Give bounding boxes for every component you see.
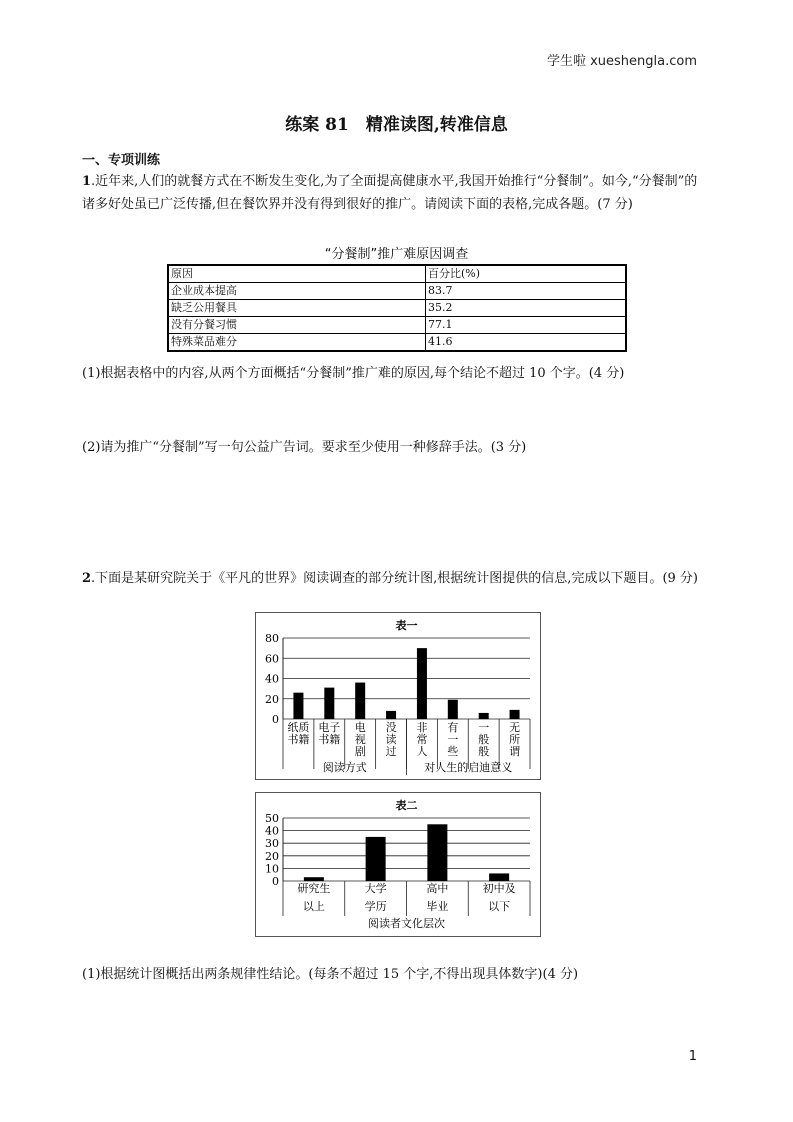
x-tick-label: 研究生: [297, 882, 331, 895]
x-tick-label: 非: [416, 721, 428, 734]
x-tick-label: 学历: [364, 900, 387, 913]
question-1-sub-1: (1)根据表格中的内容,从两个方面概括“分餐制”推广难的原因,每个结论不超过 10 个字。(4 分): [82, 366, 625, 381]
table-cell: 77.1: [426, 317, 627, 334]
x-tick-label: 过: [385, 745, 397, 758]
x-tick-label: 一: [447, 733, 459, 746]
table-title: “分餐制”推广难原因调查: [324, 247, 469, 262]
x-tick-label: 初中及: [482, 882, 516, 895]
bar: [386, 711, 396, 719]
table-cell: 41.6: [426, 334, 627, 352]
chart-1-frame: [255, 612, 541, 780]
question-1-sub-2: (2)请为推广“分餐制”写一句公益广告词。要求至少使用一种修辞手法。(3 分): [82, 440, 527, 455]
x-tick-label: 所: [509, 733, 521, 746]
question-number: 2: [82, 571, 92, 586]
x-tick-label: 书籍: [287, 733, 310, 746]
question-body: .下面是某研究院关于《平凡的世界》阅读调查的部分统计图,根据统计图提供的信息,完成以下题目。(9 分): [91, 571, 698, 586]
x-group-label: 对人生的启迪意义: [424, 761, 513, 774]
y-tick-label: 50: [265, 812, 279, 825]
table-row: [168, 317, 626, 334]
y-tick-label: 80: [265, 632, 279, 645]
bar: [293, 693, 303, 719]
x-tick-label: 纸质: [287, 721, 310, 734]
question-number: 1: [82, 174, 92, 189]
table-cell: 没有分餐习惯: [168, 317, 426, 334]
x-tick-label: 高中: [426, 882, 449, 895]
x-tick-label: 大学: [364, 882, 387, 895]
x-tick-label: 般: [478, 745, 490, 758]
x-tick-label: 以上: [302, 900, 325, 913]
page-number: 1: [688, 1049, 697, 1064]
x-tick-label: 常: [416, 733, 428, 746]
x-tick-label: 无: [509, 721, 521, 734]
table-header-cell: 百分比(%): [426, 265, 627, 283]
table-row: [168, 300, 626, 317]
chart-2-frame: [255, 792, 541, 937]
chart-1: [256, 613, 540, 779]
x-group-label: 阅读方式: [322, 761, 367, 774]
chart-title: 表二: [395, 799, 418, 812]
table-cell: 企业成本提高: [168, 283, 426, 300]
x-tick-label: 视: [354, 733, 366, 746]
x-tick-label: 读: [385, 733, 397, 746]
bar: [489, 873, 509, 881]
x-tick-label: 一: [478, 721, 490, 734]
y-tick-label: 20: [265, 849, 279, 863]
table-cell: 35.2: [426, 300, 627, 317]
question-2-text: [82, 554, 707, 603]
table-row: [168, 334, 626, 352]
page-title: 练案 81 精准读图,转准信息: [285, 115, 508, 135]
bar: [510, 710, 520, 719]
bar: [324, 688, 334, 719]
y-tick-label: 0: [272, 875, 279, 888]
y-tick-label: 40: [265, 672, 279, 686]
site-watermark: 学生啦 xueshengla.com: [546, 54, 697, 69]
y-tick-label: 20: [265, 692, 279, 706]
x-tick-label: 些: [447, 745, 459, 758]
question-2-sub-1: (1)根据统计图概括出两条规律性结论。(每条不超过 15 个字,不得出现具体数字)(4 分): [82, 967, 579, 982]
x-tick-label: 剧: [354, 745, 366, 758]
table-row: [168, 283, 626, 300]
x-tick-label: 谓: [509, 745, 521, 758]
y-tick-label: 0: [272, 713, 279, 726]
y-tick-label: 10: [265, 862, 279, 876]
chart-2: [256, 793, 540, 936]
bar: [355, 683, 365, 719]
y-tick-label: 40: [265, 824, 279, 838]
x-tick-label: 以下: [488, 900, 511, 913]
x-tick-label: 般: [478, 733, 490, 746]
x-tick-label: 电子: [318, 721, 341, 734]
bar: [366, 837, 386, 881]
table-header-row: [168, 265, 626, 283]
table-cell: 特殊菜品难分: [168, 334, 426, 352]
table-cell: 缺乏公用餐具: [168, 300, 426, 317]
survey-table: [167, 264, 627, 352]
x-tick-label: 毕业: [426, 900, 449, 913]
x-tick-label: 电: [354, 721, 366, 734]
y-tick-label: 60: [265, 652, 279, 666]
y-tick-label: 30: [265, 837, 279, 851]
bar: [304, 877, 324, 881]
x-tick-label: 有: [447, 721, 459, 734]
bar: [427, 824, 447, 881]
question-1-text: [82, 170, 707, 216]
x-tick-label: 人: [416, 745, 428, 758]
question-body: .近年来,人们的就餐方式在不断发生变化,为了全面提高健康水平,我国开始推行“分餐制”。如今,“分餐制”的诸多好处虽已广泛传播,但在餐饮界并没有得到很好的推广。请阅读下面的表格,完成各题。(7 分): [82, 174, 698, 212]
chart-title: 表一: [395, 619, 418, 632]
x-tick-label: 没: [385, 721, 397, 734]
bar: [417, 648, 427, 719]
bar: [479, 713, 489, 719]
table-header-cell: 原因: [168, 265, 426, 283]
x-axis-label: 阅读者文化层次: [368, 917, 445, 930]
section-heading: 一、专项训练: [82, 153, 161, 168]
bar: [448, 700, 458, 719]
table-cell: 83.7: [426, 283, 627, 300]
x-tick-label: 书籍: [318, 733, 341, 746]
